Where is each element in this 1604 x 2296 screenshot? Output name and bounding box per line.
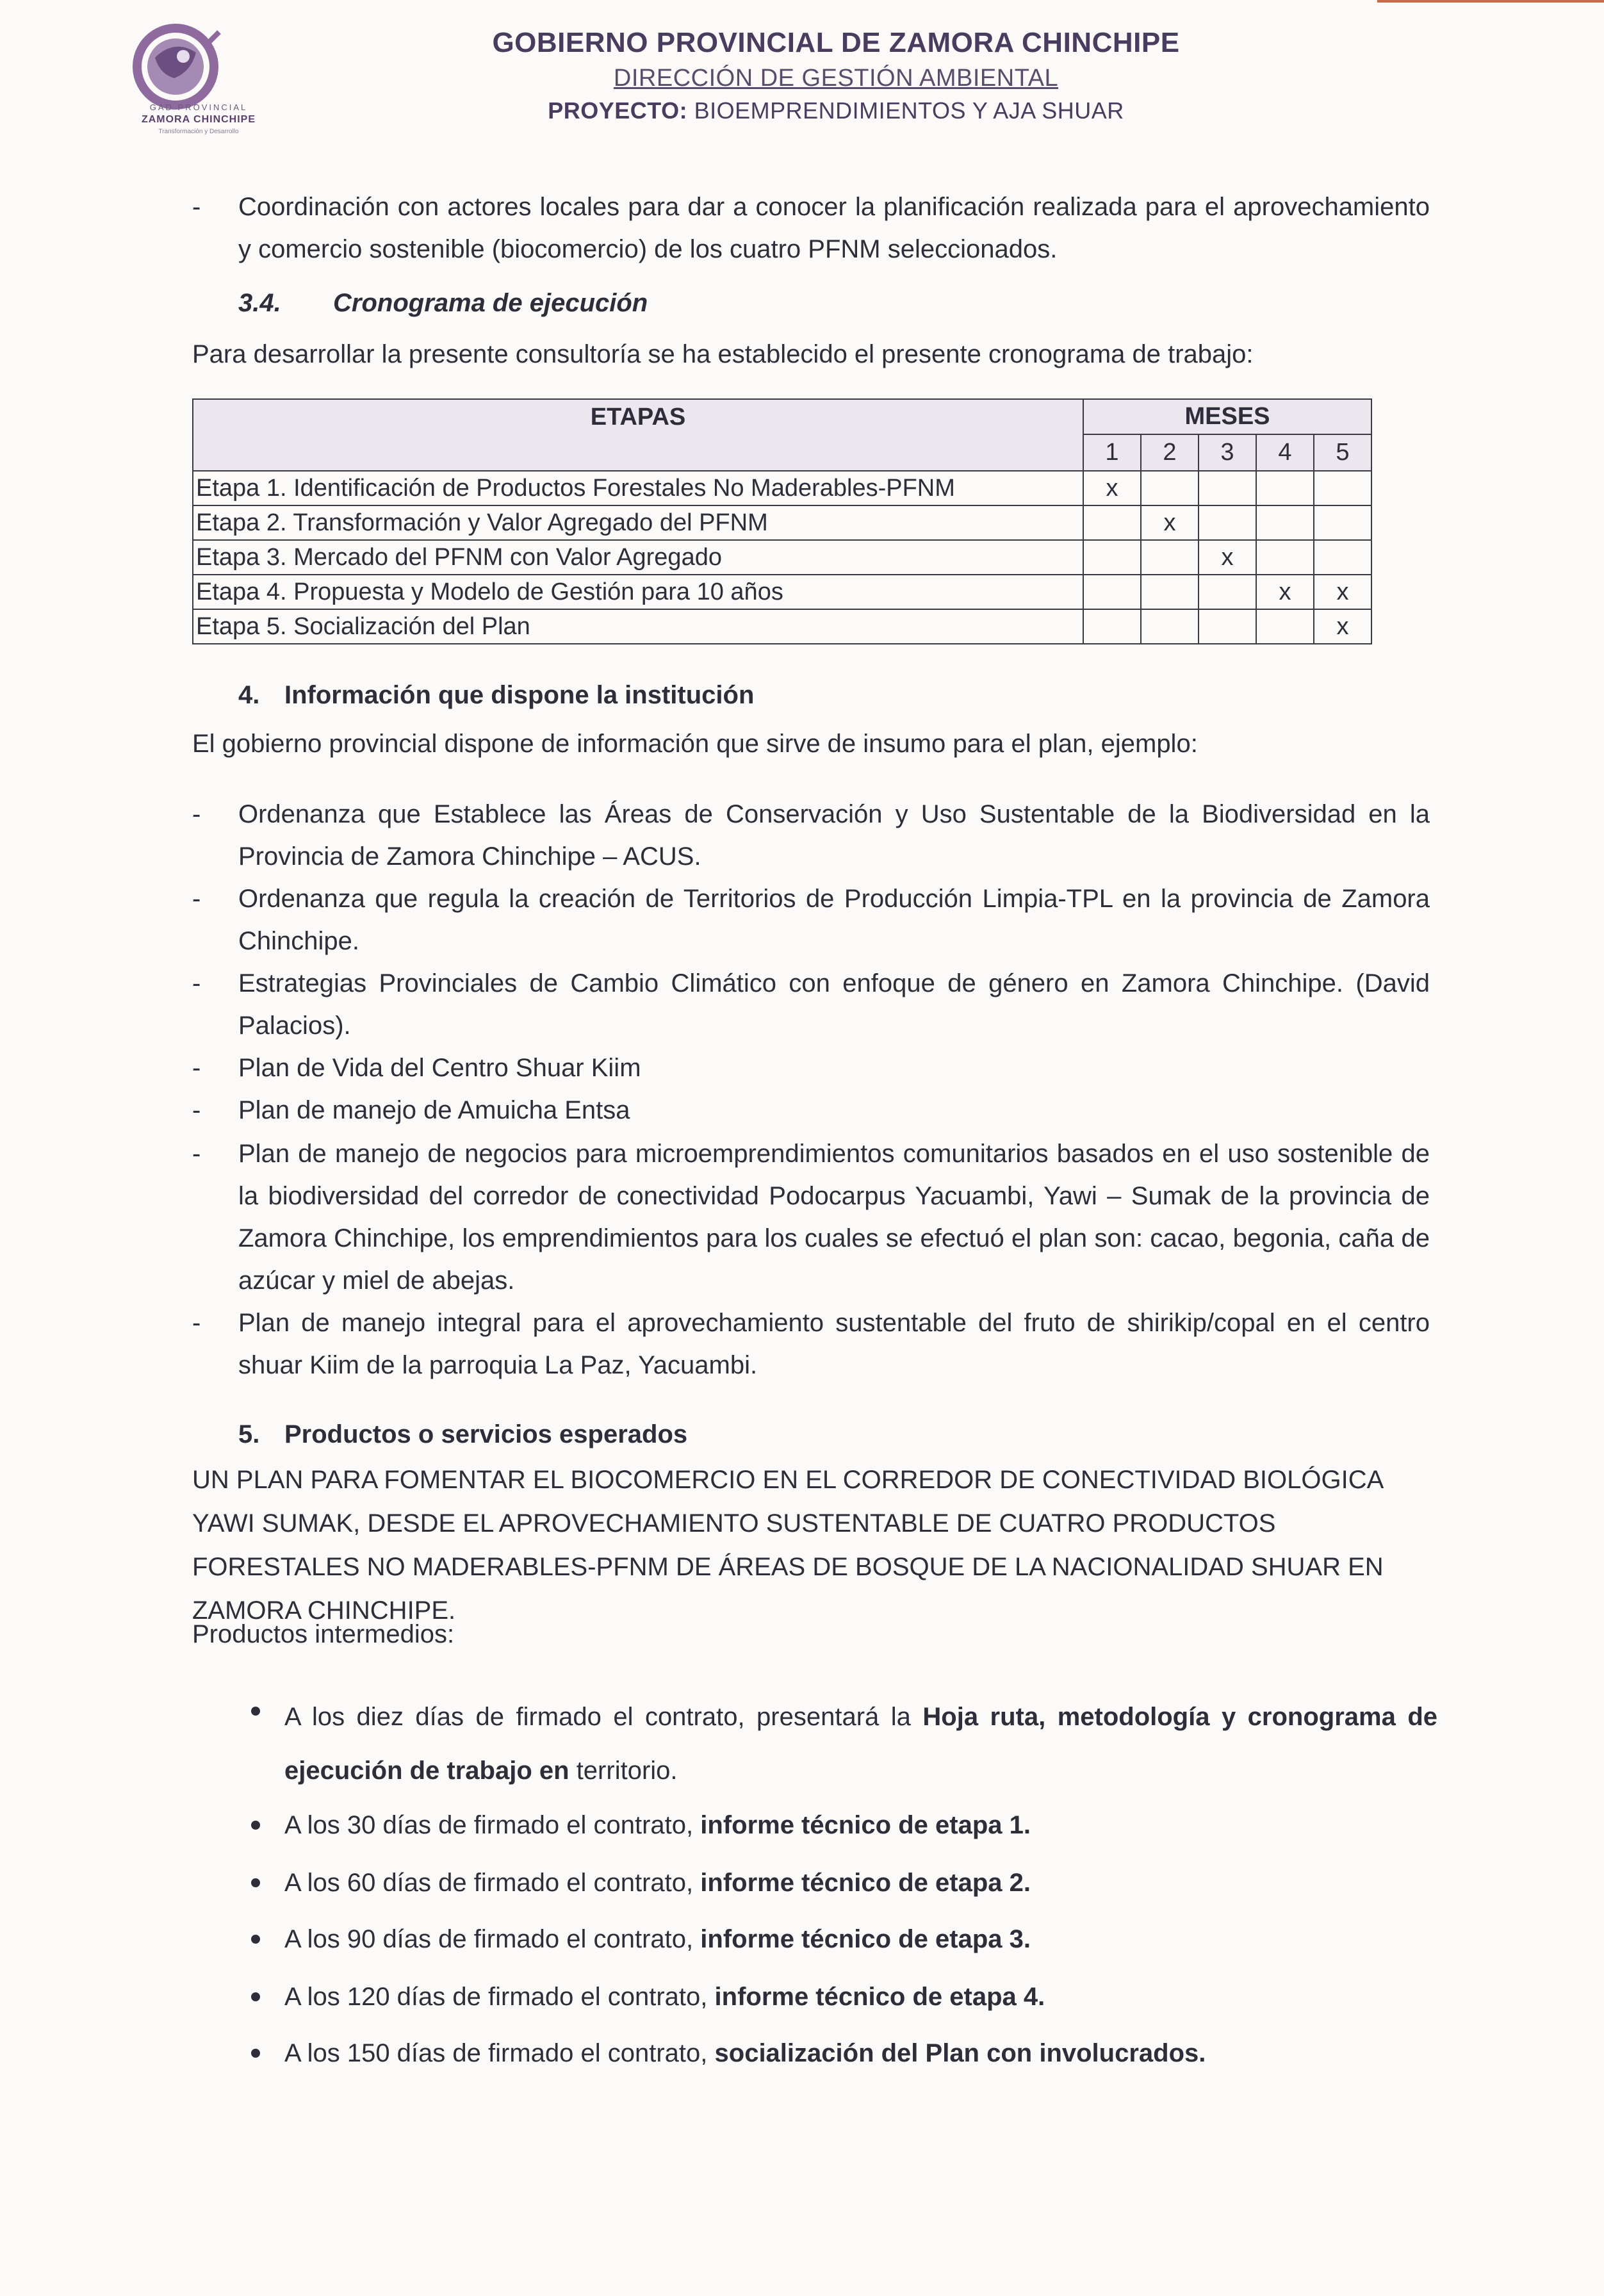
section-4-title: Información que dispone la institución bbox=[284, 681, 755, 709]
list-dash: - bbox=[192, 969, 201, 997]
section-5-title: Productos o servicios esperados bbox=[284, 1420, 688, 1448]
month-cell: x bbox=[1314, 575, 1371, 609]
month-header: 1 bbox=[1083, 434, 1141, 471]
etapa-label: Etapa 1. Identificación de Productos Forestales No Maderables-PFNM bbox=[193, 471, 1083, 505]
section-5-number: 5. bbox=[238, 1420, 260, 1448]
month-cell bbox=[1314, 471, 1371, 505]
header-subtitle: DIRECCIÓN DE GESTIÓN AMBIENTAL bbox=[613, 65, 1059, 92]
list-item bbox=[284, 1804, 1437, 1846]
month-cell: x bbox=[1256, 575, 1314, 609]
etapa-label: Etapa 3. Mercado del PFNM con Valor Agregado bbox=[193, 540, 1083, 575]
month-cell: x bbox=[1141, 505, 1199, 540]
month-cell bbox=[1141, 471, 1199, 505]
list-dash: - bbox=[192, 193, 201, 221]
logo-line-1: GAD PROVINCIAL bbox=[149, 102, 248, 112]
intro-item-text: Coordinación con actores locales para dar a conocer la planificación realizada para el aprovechamiento y comercio sostenible (biocomercio) de los cuatro PFNM seleccionados. bbox=[238, 193, 1430, 263]
bullet-bold-text: Hoja ruta, metodología y cronograma de ejecución de trabajo en bbox=[284, 1703, 1438, 1785]
intermediate-products-label: Productos intermedios: bbox=[192, 1620, 455, 1648]
table-row bbox=[193, 471, 1371, 505]
document-header bbox=[487, 24, 1185, 127]
bullet-text: A los 120 días de firmado el contrato, bbox=[284, 1983, 715, 2011]
section-34-number: 3.4. bbox=[238, 289, 281, 317]
list-item bbox=[284, 1918, 1437, 1960]
month-header: 5 bbox=[1314, 434, 1371, 471]
month-cell bbox=[1083, 540, 1141, 575]
list-item bbox=[284, 2032, 1437, 2074]
table-header-row bbox=[193, 399, 1371, 434]
list-item: Plan de Vida del Centro Shuar Kiim bbox=[238, 1054, 641, 1082]
etapa-label: Etapa 5. Socialización del Plan bbox=[193, 609, 1083, 644]
bullet-text: A los 60 días de firmado el contrato, bbox=[284, 1869, 701, 1897]
bullet-icon bbox=[251, 1992, 260, 2001]
month-header: 2 bbox=[1141, 434, 1199, 471]
list-dash: - bbox=[192, 1140, 201, 1168]
month-cell bbox=[1256, 609, 1314, 644]
etapa-label: Etapa 4. Propuesta y Modelo de Gestión para 10 años bbox=[193, 575, 1083, 609]
month-cell bbox=[1314, 540, 1371, 575]
bullet-icon bbox=[251, 1821, 260, 1830]
list-dash: - bbox=[192, 1309, 201, 1337]
list-dash: - bbox=[192, 1096, 201, 1124]
header-title: GOBIERNO PROVINCIAL DE ZAMORA CHINCHIPE bbox=[492, 27, 1180, 58]
month-cell bbox=[1199, 505, 1256, 540]
bullet-bold-text: informe técnico de etapa 2. bbox=[700, 1869, 1031, 1897]
month-cell bbox=[1083, 575, 1141, 609]
list-item: Ordenanza que regula la creación de Territorios de Producción Limpia-TPL en la provincia de Zamora Chinchipe. bbox=[238, 885, 1430, 955]
col-meses-header: MESES bbox=[1083, 399, 1371, 434]
bullet-text: A los 30 días de firmado el contrato, bbox=[284, 1811, 701, 1839]
header-project bbox=[487, 95, 1185, 127]
etapa-label: Etapa 2. Transformación y Valor Agregado del PFNM bbox=[193, 505, 1083, 540]
project-label: PROYECTO: bbox=[548, 97, 688, 124]
logo-line-3: Transformación y Desarrollo bbox=[158, 128, 239, 135]
month-cell: x bbox=[1199, 540, 1256, 575]
bullet-icon bbox=[251, 1935, 260, 1944]
table-row bbox=[193, 575, 1371, 609]
month-cell bbox=[1083, 505, 1141, 540]
project-name: BIOEMPRENDIMIENTOS Y AJA SHUAR bbox=[694, 97, 1124, 124]
list-item bbox=[284, 1976, 1437, 2018]
bullet-icon bbox=[251, 2049, 260, 2058]
list-item: Ordenanza que Establece las Áreas de Conservación y Uso Sustentable de la Biodiversidad en la Provincia de Zamora Chinchipe – ACUS. bbox=[238, 800, 1430, 871]
bullet-text: A los 150 días de firmado el contrato, bbox=[284, 2039, 715, 2067]
page-edge-mark bbox=[1377, 0, 1604, 3]
table-row bbox=[193, 609, 1371, 644]
list-dash: - bbox=[192, 885, 201, 913]
table-row bbox=[193, 540, 1371, 575]
schedule-table bbox=[192, 398, 1372, 644]
section-4-intro: El gobierno provincial dispone de información que sirve de insumo para el plan, ejemplo: bbox=[192, 730, 1198, 758]
bullet-text: territorio. bbox=[569, 1757, 678, 1785]
list-item: Plan de manejo integral para el aprovechamiento sustentable del fruto de shirikip/copal en el centro shuar Kiim de la parroquia La Paz, Yacuambi. bbox=[238, 1309, 1430, 1379]
bullet-bold-text: socialización del Plan con involucrados. bbox=[714, 2039, 1206, 2067]
bullet-text: A los 90 días de firmado el contrato, bbox=[284, 1925, 701, 1953]
month-cell bbox=[1141, 540, 1199, 575]
list-item: Estrategias Provinciales de Cambio Climático con enfoque de género en Zamora Chinchipe. (David Palacios). bbox=[238, 969, 1430, 1040]
month-cell bbox=[1141, 575, 1199, 609]
list-item bbox=[284, 1862, 1437, 1904]
logo-line-2: ZAMORA CHINCHIPE bbox=[141, 114, 256, 125]
month-cell: x bbox=[1314, 609, 1371, 644]
col-etapas-header: ETAPAS bbox=[193, 399, 1083, 471]
list-item bbox=[284, 1690, 1437, 1798]
month-cell bbox=[1256, 540, 1314, 575]
bullet-icon bbox=[251, 1878, 260, 1887]
logo-emblem-icon bbox=[129, 19, 225, 115]
month-cell bbox=[1199, 575, 1256, 609]
list-item: Plan de manejo de Amuicha Entsa bbox=[238, 1096, 630, 1124]
bullet-bold-text: informe técnico de etapa 3. bbox=[700, 1925, 1031, 1953]
bullet-bold-text: informe técnico de etapa 1. bbox=[700, 1811, 1031, 1839]
month-header: 3 bbox=[1199, 434, 1256, 471]
month-cell bbox=[1083, 609, 1141, 644]
section-34-title: Cronograma de ejecución bbox=[333, 289, 648, 317]
month-header: 4 bbox=[1256, 434, 1314, 471]
list-item: Plan de manejo de negocios para microemprendimientos comunitarios basados en el uso sostenible de la biodiversidad del corredor de conectividad Podocarpus Yacuambi, Yawi – Sumak de la provincia de Zamora Chinchipe, los emprendimientos para los cuales se efectuó el plan son: cacao, begonia, caña de azúcar y miel de abejas. bbox=[238, 1140, 1430, 1295]
month-cell bbox=[1141, 609, 1199, 644]
main-product-text: UN PLAN PARA FOMENTAR EL BIOCOMERCIO EN EL CORREDOR DE CONECTIVIDAD BIOLÓGICA YAWI SUMAK, DESDE EL APROVECHAMIENTO SUSTENTABLE DE CUATRO PRODUCTOS FORESTALES NO MADERABLES-PFNM DE ÁREAS DE BOSQUE DE LA NACIONALIDAD SHUAR EN ZAMORA CHINCHIPE. bbox=[192, 1466, 1384, 1625]
bullet-icon bbox=[251, 1707, 260, 1716]
month-cell bbox=[1256, 505, 1314, 540]
month-cell: x bbox=[1083, 471, 1141, 505]
section-34-intro: Para desarrollar la presente consultoría se ha establecido el presente cronograma de trabajo: bbox=[192, 340, 1254, 368]
month-cell bbox=[1199, 471, 1256, 505]
table-row bbox=[193, 505, 1371, 540]
gad-logo bbox=[115, 19, 282, 141]
section-4-number: 4. bbox=[238, 681, 260, 709]
bullet-bold-text: informe técnico de etapa 4. bbox=[714, 1983, 1045, 2011]
list-dash: - bbox=[192, 1054, 201, 1082]
list-dash: - bbox=[192, 800, 201, 828]
month-cell bbox=[1199, 609, 1256, 644]
month-cell bbox=[1256, 471, 1314, 505]
month-cell bbox=[1314, 505, 1371, 540]
bullet-text: A los diez días de firmado el contrato, presentará la bbox=[284, 1703, 923, 1731]
